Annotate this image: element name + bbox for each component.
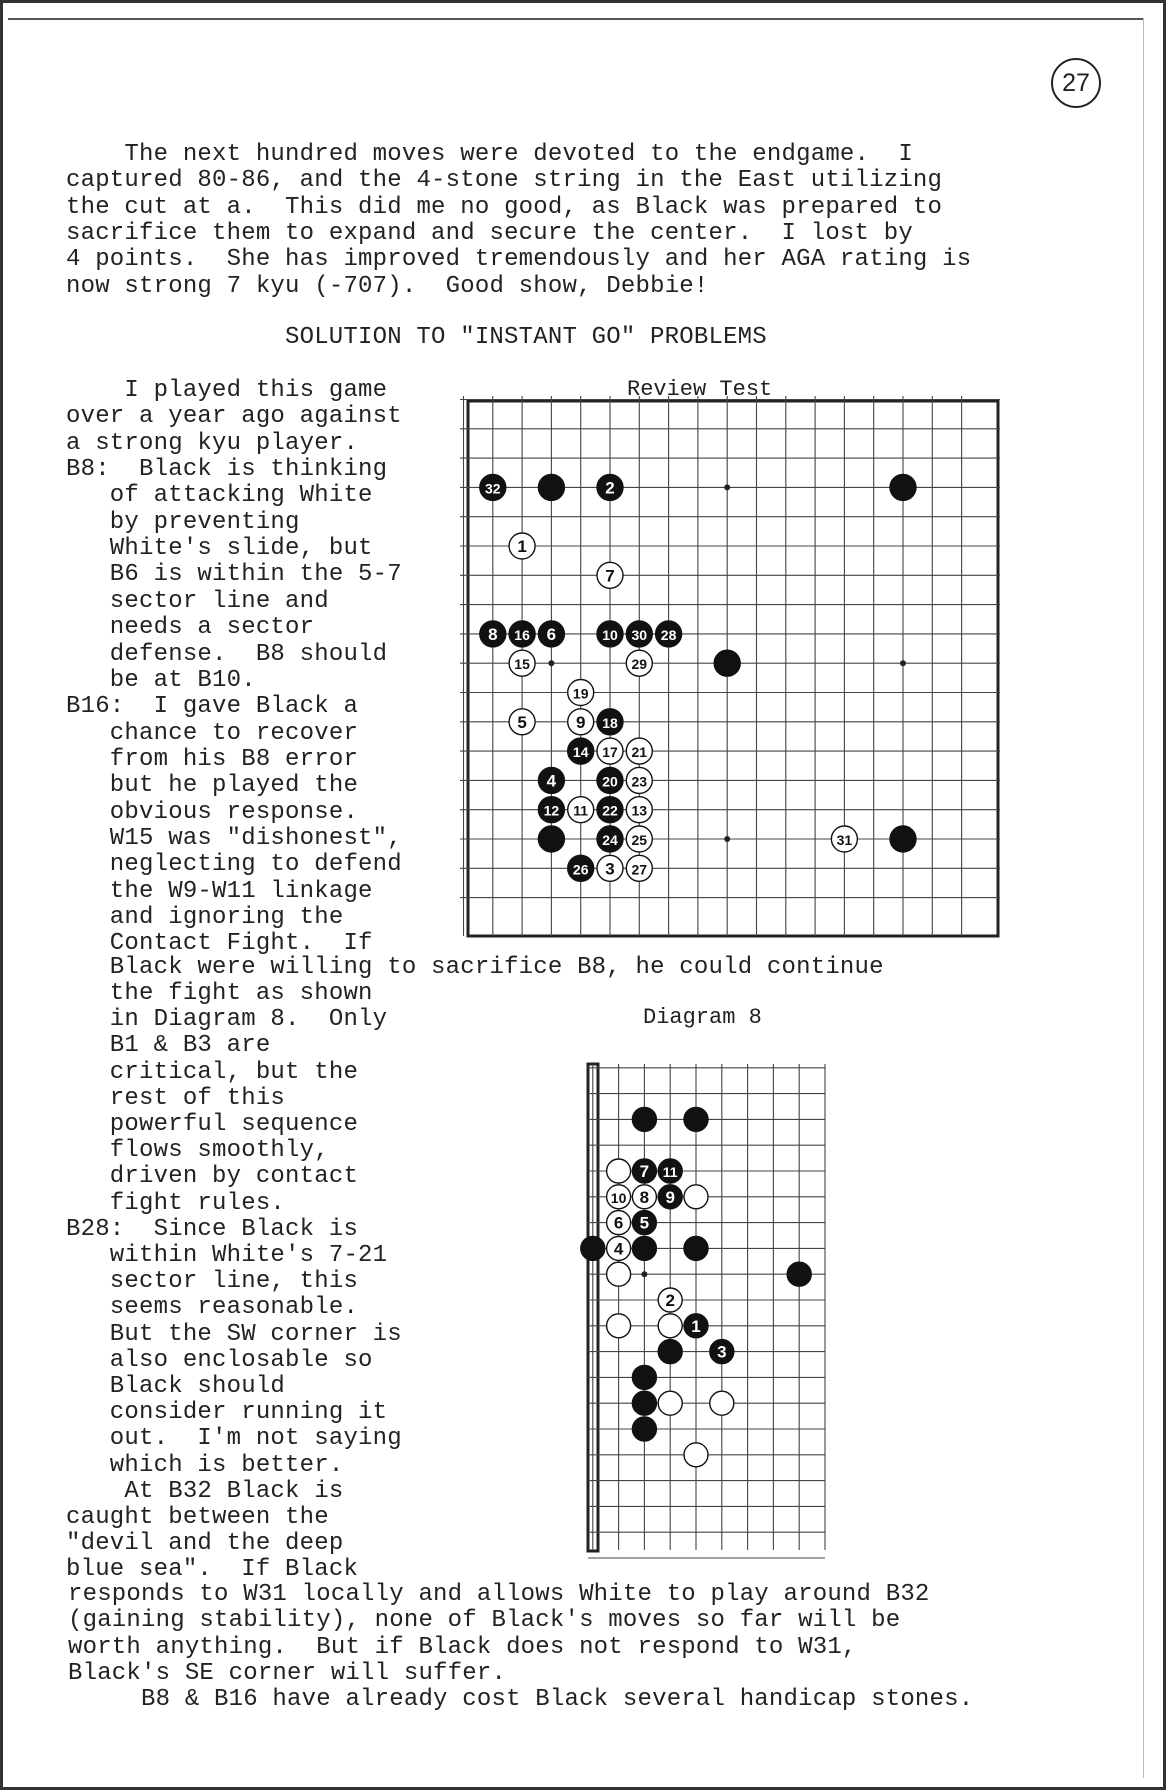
white-stone — [658, 1314, 682, 1338]
move-number: 1 — [691, 1316, 701, 1336]
black-stone — [890, 826, 916, 852]
black-stone — [787, 1262, 811, 1286]
text-line: by preventing — [66, 508, 300, 536]
text-line: the W9-W11 linkage — [66, 877, 373, 905]
move-number: 18 — [602, 714, 618, 731]
text-line: be at B10. — [66, 666, 256, 694]
move-number: 1 — [517, 537, 527, 556]
text-line: I played this game — [66, 377, 388, 404]
review-test-caption: Review Test — [627, 377, 773, 402]
move-number: 13 — [631, 802, 648, 819]
move-number: 6 — [613, 1213, 624, 1233]
text-line: Black's SE corner will suffer. — [68, 1659, 507, 1687]
black-stone — [632, 1365, 656, 1389]
text-line: critical, but the — [66, 1058, 359, 1086]
text-line: B1 & B3 are — [66, 1032, 271, 1060]
text-line: in Diagram 8. Only — [66, 1006, 388, 1034]
white-stone — [684, 1185, 708, 1209]
move-number: 19 — [572, 685, 589, 702]
text-line: B8 & B16 have already cost Black several handicap stones. — [68, 1686, 974, 1714]
text-line: fight rules. — [66, 1189, 286, 1217]
move-number: 3 — [717, 1342, 727, 1362]
star-point — [641, 1271, 647, 1277]
text-line: also enclosable so — [66, 1346, 373, 1374]
move-number: 20 — [602, 773, 618, 790]
text-line: defense. B8 should — [66, 640, 388, 668]
grid-lines — [580, 1055, 825, 1558]
text-line: Black should — [66, 1373, 286, 1400]
move-number: 2 — [605, 478, 615, 498]
text-line: B16: I gave Black a — [66, 693, 359, 721]
move-number: 24 — [602, 832, 618, 848]
black-stone — [632, 1236, 656, 1260]
star-point — [548, 660, 554, 666]
text-line: needs a sector — [66, 614, 315, 642]
text-line: 4 points. She has improved tremendously and her AGA rating is — [66, 246, 972, 274]
move-number: 7 — [605, 566, 615, 586]
star-point — [900, 660, 906, 666]
black-stone — [658, 1340, 682, 1364]
text-line: Contact Fight. If — [66, 930, 373, 958]
move-number: 11 — [573, 802, 589, 819]
black-stone — [538, 474, 564, 500]
move-number: 16 — [514, 626, 530, 643]
white-stone — [684, 1443, 708, 1467]
text-line: within White's 7-21 — [66, 1242, 388, 1269]
text-line: of attacking White — [66, 482, 373, 510]
text-line: seems reasonable. — [66, 1294, 359, 1322]
black-stone — [538, 826, 564, 852]
white-stone — [607, 1159, 631, 1183]
text-line: now strong 7 kyu (-707). Good show, Debbie! — [66, 272, 709, 300]
text-line: B8: Black is thinking — [66, 456, 388, 484]
move-number: 10 — [610, 1189, 627, 1206]
text-line: blue sea". If Black — [66, 1556, 359, 1584]
text-line: rest of this — [66, 1084, 286, 1112]
text-line: chance to recover — [66, 719, 359, 747]
text-line: powerful sequence — [66, 1111, 359, 1138]
star-point — [724, 836, 730, 842]
text-line: from his B8 error — [66, 745, 359, 773]
move-number: 4 — [613, 1239, 624, 1259]
text-line: responds to W31 locally and allows White to play around B32 — [68, 1581, 930, 1608]
black-stone — [632, 1107, 656, 1131]
top-rule — [8, 18, 1143, 20]
text-line: which is better. — [66, 1451, 344, 1479]
move-number: 11 — [662, 1164, 678, 1180]
text-line: and ignoring the — [66, 904, 344, 931]
black-stone — [684, 1107, 708, 1131]
text-line: W15 was "dishonest", — [66, 824, 402, 852]
move-number: 28 — [660, 626, 677, 643]
move-number: 10 — [602, 626, 618, 643]
text-line: At B32 Black is — [66, 1477, 344, 1505]
text-line: the fight as shown — [66, 980, 373, 1007]
white-stone — [607, 1314, 631, 1338]
move-number: 6 — [546, 624, 557, 644]
move-number: 21 — [631, 744, 648, 761]
move-number: 14 — [572, 744, 589, 761]
wide-text-line: Black were willing to sacrifice B8, he could continue — [66, 954, 884, 981]
move-number: 29 — [631, 656, 648, 673]
move-number: 5 — [517, 712, 527, 732]
move-number: 3 — [605, 859, 615, 879]
text-line: The next hundred moves were devoted to the endgame. I — [66, 141, 913, 168]
move-number: 26 — [572, 861, 589, 878]
text-line: B6 is within the 5-7 — [66, 561, 402, 589]
move-number: 4 — [546, 771, 557, 791]
text-line: but he played the — [66, 772, 359, 800]
black-stone — [684, 1236, 708, 1260]
move-number: 9 — [575, 712, 586, 732]
star-point — [724, 484, 730, 490]
text-line: a strong kyu player. — [66, 429, 359, 457]
text-line: captured 80-86, and the 4-stone string in the East utilizing — [66, 167, 943, 195]
black-stone — [581, 1236, 605, 1260]
text-line: driven by contact — [66, 1163, 359, 1191]
move-number: 23 — [631, 773, 648, 790]
move-number: 22 — [602, 802, 618, 819]
text-line: But the SW corner is — [66, 1320, 402, 1348]
section-title: SOLUTION TO "INSTANT GO" PROBLEMS — [285, 324, 767, 351]
text-line: out. I'm not saying — [66, 1425, 402, 1453]
text-line: B28: Since Black is — [66, 1215, 359, 1243]
move-number: 9 — [665, 1187, 675, 1207]
page-number: 27 — [1051, 58, 1101, 108]
diagram8-board — [580, 1055, 830, 1565]
white-stone — [710, 1391, 734, 1415]
move-number: 30 — [631, 626, 648, 643]
text-line: (gaining stability), none of Black's moves so far will be — [68, 1607, 901, 1635]
move-number: 31 — [836, 832, 853, 848]
black-stone — [632, 1391, 656, 1415]
white-stone — [607, 1262, 631, 1286]
white-stone — [658, 1391, 682, 1415]
text-line: worth anything. But if Black does not respond to W31, — [68, 1633, 857, 1661]
move-number: 8 — [488, 624, 498, 644]
diagram8-caption: Diagram 8 — [643, 1005, 762, 1030]
move-number: 12 — [543, 802, 560, 819]
text-line: neglecting to defend — [66, 851, 402, 879]
move-number: 7 — [639, 1162, 650, 1181]
text-line: over a year ago against — [66, 403, 402, 431]
move-number: 5 — [639, 1213, 650, 1233]
move-number: 2 — [665, 1291, 675, 1310]
text-line: caught between the — [66, 1504, 329, 1531]
text-line: "devil and the deep — [66, 1530, 344, 1558]
move-number: 15 — [514, 656, 530, 673]
text-line: obvious response. — [66, 798, 359, 826]
text-line: sacrifice them to expand and secure the center. I lost by — [66, 219, 913, 247]
text-line: sector line and — [66, 587, 329, 615]
black-stone — [890, 474, 916, 500]
text-line: White's slide, but — [66, 535, 373, 563]
move-number: 32 — [485, 480, 501, 497]
black-stone — [632, 1417, 656, 1441]
move-number: 27 — [631, 861, 648, 878]
text-line: the cut at a. This did me no good, as Black was prepared to — [66, 193, 943, 221]
move-number: 8 — [639, 1187, 650, 1207]
black-stone — [714, 650, 740, 676]
review-test-board — [460, 396, 1010, 946]
move-number: 17 — [602, 744, 618, 761]
text-line: sector line, this — [66, 1268, 359, 1296]
text-line: consider running it — [66, 1399, 388, 1427]
move-number: 25 — [631, 832, 648, 848]
text-line: flows smoothly, — [66, 1137, 329, 1165]
right-edge-line — [1143, 18, 1144, 1778]
